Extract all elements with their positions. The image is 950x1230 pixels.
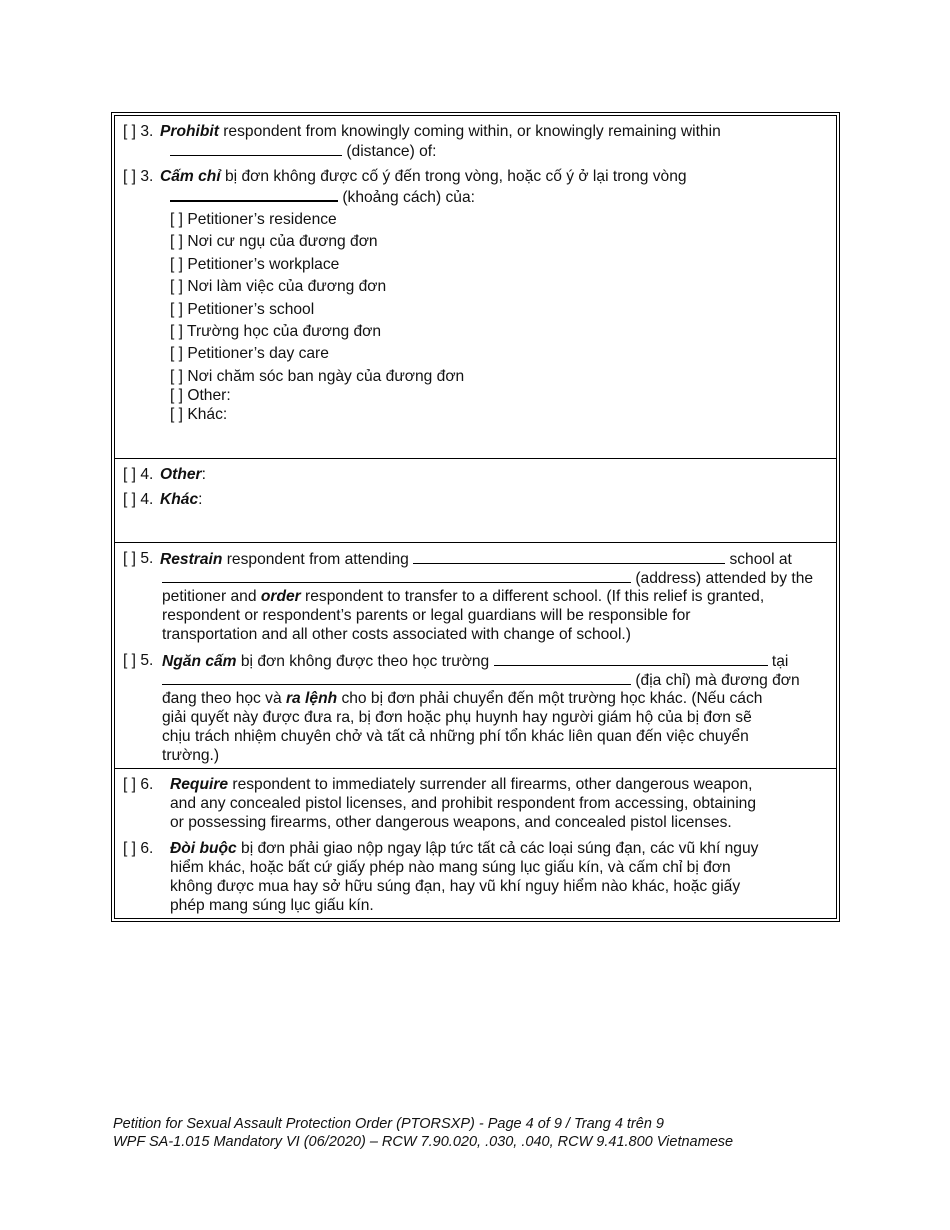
- s3-en-distance-field[interactable]: [170, 141, 342, 156]
- s5-en-text-3: (address) attended by the: [631, 570, 814, 587]
- s4-en-colon: :: [201, 466, 206, 483]
- s5-vi-term: Ngăn cấm: [162, 653, 237, 670]
- s4-en-checkbox[interactable]: [ ] 4.: [123, 466, 154, 483]
- s5-en-text-1: respondent from attending: [222, 551, 414, 568]
- section-6: [115, 768, 836, 918]
- s6-en-checkbox[interactable]: [ ] 6.: [123, 776, 154, 793]
- s3-vi-checkbox[interactable]: [ ] 3.: [123, 168, 154, 185]
- s6-vi-term: Đòi buộc: [170, 840, 237, 857]
- s5-en-text-2: school at: [725, 551, 792, 568]
- s5-en-text-4b: respondent to transfer to a different school. (If this relief is granted,: [300, 588, 765, 605]
- s3-vi-distance-field[interactable]: [170, 186, 338, 202]
- s5-vi-text-6: chịu trách nhiệm chuyên chở và tất cả những phí tổn khác liên quan đến việc chuyển: [162, 728, 749, 745]
- s5-vi-text-7: trường.): [162, 747, 220, 764]
- s5-vi-address-field[interactable]: [162, 670, 631, 685]
- s5-vi-checkbox[interactable]: [ ] 5.: [123, 652, 154, 669]
- s6-en-text-1: respondent to immediately surrender all firearms, other dangerous weapon,: [228, 776, 753, 793]
- s6-en-term: Require: [170, 776, 229, 793]
- s5-vi-term-order: ra lệnh: [285, 690, 338, 707]
- section-4: [115, 458, 836, 542]
- s6-vi-text-1: bị đơn phải giao nộp ngay lập tức tất cả các loại súng đạn, các vũ khí nguy: [236, 840, 759, 857]
- s5-vi-text-2: tại: [767, 653, 789, 670]
- s3-option-residence-vi[interactable]: [ ] Nơi cư ngụ của đương đơn: [170, 233, 378, 250]
- s5-vi-text-3: (địa chỉ) mà đương đơn: [631, 672, 800, 689]
- section-3: [115, 116, 836, 458]
- s5-vi-text-5: giải quyết này được đưa ra, bị đơn hoặc phụ huynh hay người giám hộ của bị đơn sẽ: [162, 709, 752, 726]
- s4-en-term: Other: [160, 466, 202, 483]
- s3-option-other-vi[interactable]: [ ] Khác:: [170, 406, 228, 423]
- s6-en-text-2: and any concealed pistol licenses, and prohibit respondent from accessing, obtaining: [170, 795, 756, 812]
- s5-vi-text-4a: đang theo học và: [162, 690, 286, 707]
- s3-option-residence-en[interactable]: [ ] Petitioner’s residence: [170, 211, 337, 228]
- s3-vi-line2: (khoảng cách) của:: [338, 189, 475, 206]
- s5-vi-text-1: bị đơn không được theo học trường: [236, 653, 494, 670]
- form-inner-border: [114, 115, 837, 919]
- s4-vi-term: Khác: [160, 491, 199, 508]
- s6-vi-text-4: phép mang súng lục giấu kín.: [170, 897, 374, 914]
- s5-en-term: Restrain: [160, 551, 223, 568]
- s3-vi-term: Cấm chỉ: [160, 168, 221, 185]
- s5-vi-school-field[interactable]: [494, 651, 768, 666]
- page-footer: [113, 1115, 733, 1151]
- s4-vi-checkbox[interactable]: [ ] 4.: [123, 491, 154, 508]
- s3-en-text: respondent from knowingly coming within, or knowingly remaining within: [218, 123, 721, 140]
- s3-option-other-en[interactable]: [ ] Other:: [170, 387, 231, 404]
- s3-en-checkbox[interactable]: [ ] 3.: [123, 123, 154, 140]
- section-5: [115, 542, 836, 768]
- s5-en-address-field[interactable]: [162, 568, 631, 583]
- s5-en-checkbox[interactable]: [ ] 5.: [123, 550, 154, 567]
- s6-en-text-3: or possessing firearms, other dangerous weapons, and concealed pistol licenses.: [170, 814, 732, 831]
- s3-option-workplace-vi[interactable]: [ ] Nơi làm việc của đương đơn: [170, 278, 387, 295]
- s5-en-text-4a: petitioner and: [162, 588, 261, 605]
- s3-vi-text: bị đơn không được cố ý đến trong vòng, hoặc cố ý ở lại trong vòng: [220, 168, 687, 185]
- s3-option-daycare-en[interactable]: [ ] Petitioner’s day care: [170, 345, 329, 362]
- s3-option-workplace-en[interactable]: [ ] Petitioner’s workplace: [170, 256, 340, 273]
- s3-en-term: Prohibit: [160, 123, 219, 140]
- s5-vi-text-4b: cho bị đơn phải chuyển đến một trường học khác. (Nếu cách: [337, 690, 763, 707]
- s3-option-school-vi[interactable]: [ ] Trường học của đương đơn: [170, 323, 382, 340]
- s5-en-term-order: order: [260, 588, 301, 605]
- s6-vi-checkbox[interactable]: [ ] 6.: [123, 840, 154, 857]
- form-frame: [111, 112, 840, 922]
- footer-line-2: WPF SA-1.015 Mandatory VI (06/2020) – RCW 7.90.020, .030, .040, RCW 9.41.800 Vietnamese: [113, 1134, 734, 1150]
- s5-en-school-field[interactable]: [413, 549, 725, 564]
- s4-vi-colon: :: [198, 491, 203, 508]
- footer-line-1: Petition for Sexual Assault Protection Order (PTORSXP) - Page 4 of 9 / Trang 4 trên 9: [113, 1116, 664, 1132]
- s5-en-text-5: respondent or respondent’s parents or legal guardians will be responsible for: [162, 607, 691, 624]
- s6-vi-text-2: hiểm khác, hoặc bất cứ giấy phép nào mang súng lục giấu kín, và cấm chỉ bị đơn: [170, 859, 731, 876]
- s3-option-school-en[interactable]: [ ] Petitioner’s school: [170, 301, 315, 318]
- s3-option-daycare-vi[interactable]: [ ] Nơi chăm sóc ban ngày của đương đơn: [170, 368, 465, 385]
- s6-vi-text-3: không được mua hay sở hữu súng đạn, hay vũ khí nguy hiểm nào khác, hoặc giấy: [170, 878, 741, 895]
- s5-en-text-6: transportation and all other costs associated with change of school.): [162, 626, 631, 643]
- s3-en-line2: (distance) of:: [342, 143, 437, 160]
